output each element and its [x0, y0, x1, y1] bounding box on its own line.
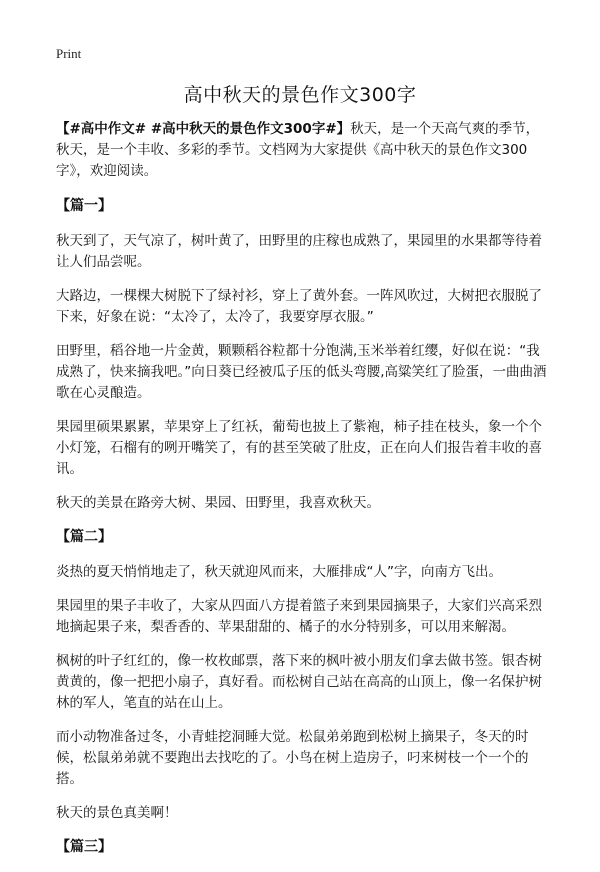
paragraph: 枫树的叶子红红的，像一枚枚邮票，落下来的枫叶被小朋友们拿去做书签。银杏树黄黄的，像一把把小扇子，真好看。而松树自己站在高高的山顶上，像一名保护树林的军人，笔直的站在山上。	[56, 653, 542, 711]
section-heading: 【篇二】	[56, 529, 112, 545]
paragraph: 秋天到了，天气凉了，树叶黄了，田野里的庄稼也成熟了，果园里的水果都等待着让人们品尝呢。	[56, 233, 542, 270]
paragraph: 田野里，稻谷地一片金黄，颗颗稻谷粒都十分饱满,玉米举着红缨，好似在说：“我成熟了，快来摘我吧。”向日葵已经被瓜子压的低头弯腰,高粱笑红了脸蛋，一曲曲酒歌在心灵酿造。	[56, 343, 547, 401]
paragraph: 果园里硕果累累，苹果穿上了红袄，葡萄也披上了紫袍，柿子挂在枝头，象一个个小灯笼，石榴有的咧开嘴笑了，有的甚至笑破了肚皮，正在向人们报告着丰收的喜讯。	[56, 419, 542, 477]
paragraph: 大路边，一棵棵大树脱下了绿衬衫，穿上了黄外套。一阵风吹过，大树把衣服脱了下来，好象在说：“太冷了，太冷了，我要穿厚衣服。”	[56, 288, 542, 325]
paragraph: 果园里的果子丰收了，大家从四面八方提着篮子来到果园摘果子，大家们兴高采烈地摘起果子来，梨香香的、苹果甜甜的、橘子的水分特别多，可以用来解渴。	[56, 598, 542, 635]
intro-text: 秋天，是一个天高气爽的季节，秋天，是一个丰收、多彩的季节。文档网为大家提供《高中秋天的景色作文300字》，欢迎阅读。	[56, 121, 540, 179]
paragraph: 秋天的景色真美啊！	[56, 805, 178, 821]
article-title: 高中秋天的景色作文300字	[183, 84, 417, 106]
section-heading: 【篇一】	[56, 198, 112, 214]
article-body	[56, 119, 548, 872]
article-intro	[56, 119, 548, 182]
print-link[interactable]: Print	[56, 46, 82, 61]
intro-tag: 【#高中作文# #高中秋天的景色作文300字#】	[56, 121, 351, 137]
section-heading: 【篇三】	[56, 839, 112, 855]
paragraph: 炎热的夏天悄悄地走了，秋天就迎风而来，大雁排成“人”字，向南方飞出。	[56, 564, 502, 580]
paragraph: 而小动物准备过冬，小青蛙挖洞睡大觉。松鼠弟弟跑到松树上摘果子，冬天的时候，松鼠弟弟就不要跑出去找吃的了。小鸟在树上造房子，叼来树枝一个一个的搭。	[56, 729, 529, 787]
paragraph: 秋天的美景在路旁大树、果园、田野里，我喜欢秋天。	[56, 495, 380, 511]
